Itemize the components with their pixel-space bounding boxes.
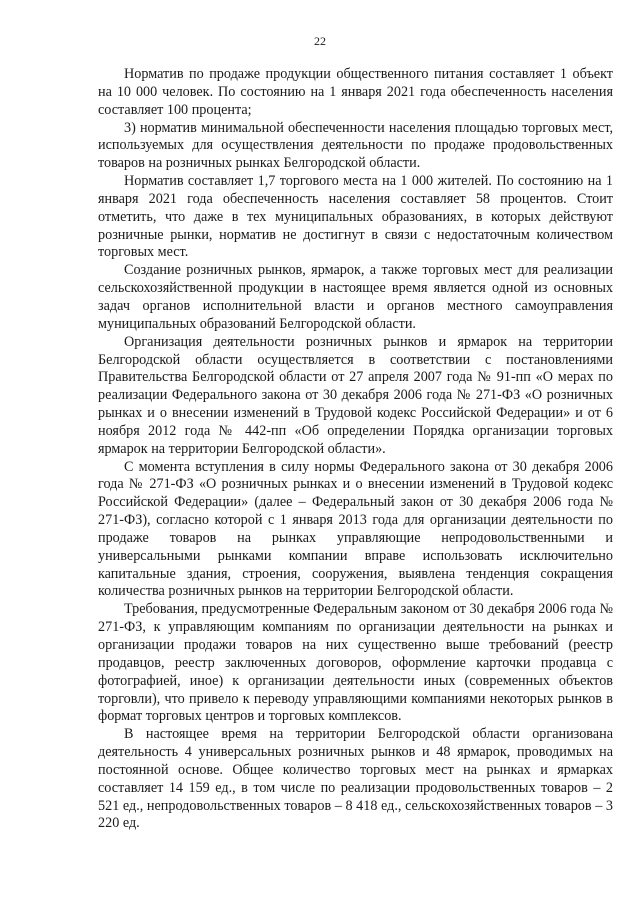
paragraph-organization: Организация деятельности розничных рынков и ярмарок на территории Белгородской области осуществляется в соответствии с постановлениями Правительства Белгородской области от 27 апреля 2007 года № 91-пп «О мерах по реализации Федерального закона от 30 декабря 2006 года № 271-ФЗ «О розничных рынках и о внесении изменений в Трудовой кодекс Российской Федерации» и от 6 ноября 2012 года № 442-пп «Об определении Порядка организации торговых ярмарок на территории Белгородской области». bbox=[98, 333, 613, 457]
paragraph-market-creation: Создание розничных рынков, ярмарок, а также торговых мест для реализации сельскохозяйственной продукции в настоящее время является одной из основных задач органов исполнительной власти и органов местного самоуправления муниципальных образований Белгородской области. bbox=[98, 262, 613, 332]
page-number: 22 bbox=[314, 34, 326, 48]
paragraph-norm-value: Норматив составляет 1,7 торгового места на 1 000 жителей. По состоянию на 1 января 2021 года обеспеченность населения составляет 58 процентов. Стоит отметить, что даже в тех муниципальных образованиях, в которых действуют розничные рынки, норматив не достигнут в связи с недостаточным количеством торговых мест. bbox=[98, 173, 613, 261]
paragraph-federal-law: С момента вступления в силу нормы Федерального закона от 30 декабря 2006 года № 271-ФЗ «О розничных рынках и о внесении изменений в Трудовой кодекс Российской Федерации» (далее – Федеральный закон от 30 декабря 2006 года № 271-ФЗ), согласно которой с 1 января 2013 года для организации деятельности по продаже товаров на рынках управляющие непродовольственными и универсальными рынками компании вправе использовать исключительно капитальные здания, строения, сооружения, выявлена тенденция сокращения количества розничных рынков на территории Белгородской области. bbox=[98, 458, 613, 600]
paragraph-current-state: В настоящее время на территории Белгородской области организована деятельность 4 универсальных розничных рынков и 48 ярмарок, проводимых на постоянной основе. Общее количество торговых мест на рынках и ярмарках составляет 14 159 ед., в том числе по реализации продовольственных товаров – 2 521 ед., непродовольственных товаров – 8 418 ед., сельскохозяйственных товаров – 3 220 ед. bbox=[98, 726, 613, 832]
document-body bbox=[98, 66, 613, 833]
paragraph-catering-norm: Норматив по продаже продукции общественного питания составляет 1 объект на 10 000 человек. По состоянию на 1 января 2021 года обеспеченность населения составляет 100 процента; bbox=[98, 66, 613, 118]
paragraph-market-area-norm: 3) норматив минимальной обеспеченности населения площадью торговых мест, используемых для осуществления деятельности по продаже продовольственных товаров на розничных рынках Белгородской области. bbox=[98, 119, 613, 172]
paragraph-requirements: Требования, предусмотренные Федеральным законом от 30 декабря 2006 года № 271-ФЗ, к управляющим компаниям по организации деятельности на рынках и организации продажи товаров на них существенно выше требований (реестр продавцов, реестр заключенных договоров, оформление карточки продавца с фотографией, иное) к организации деятельности иных (современных объектов торговли), что привело к переводу управляющими компаниями некоторых рынков в формат торговых центров и торговых комплексов. bbox=[98, 601, 613, 725]
